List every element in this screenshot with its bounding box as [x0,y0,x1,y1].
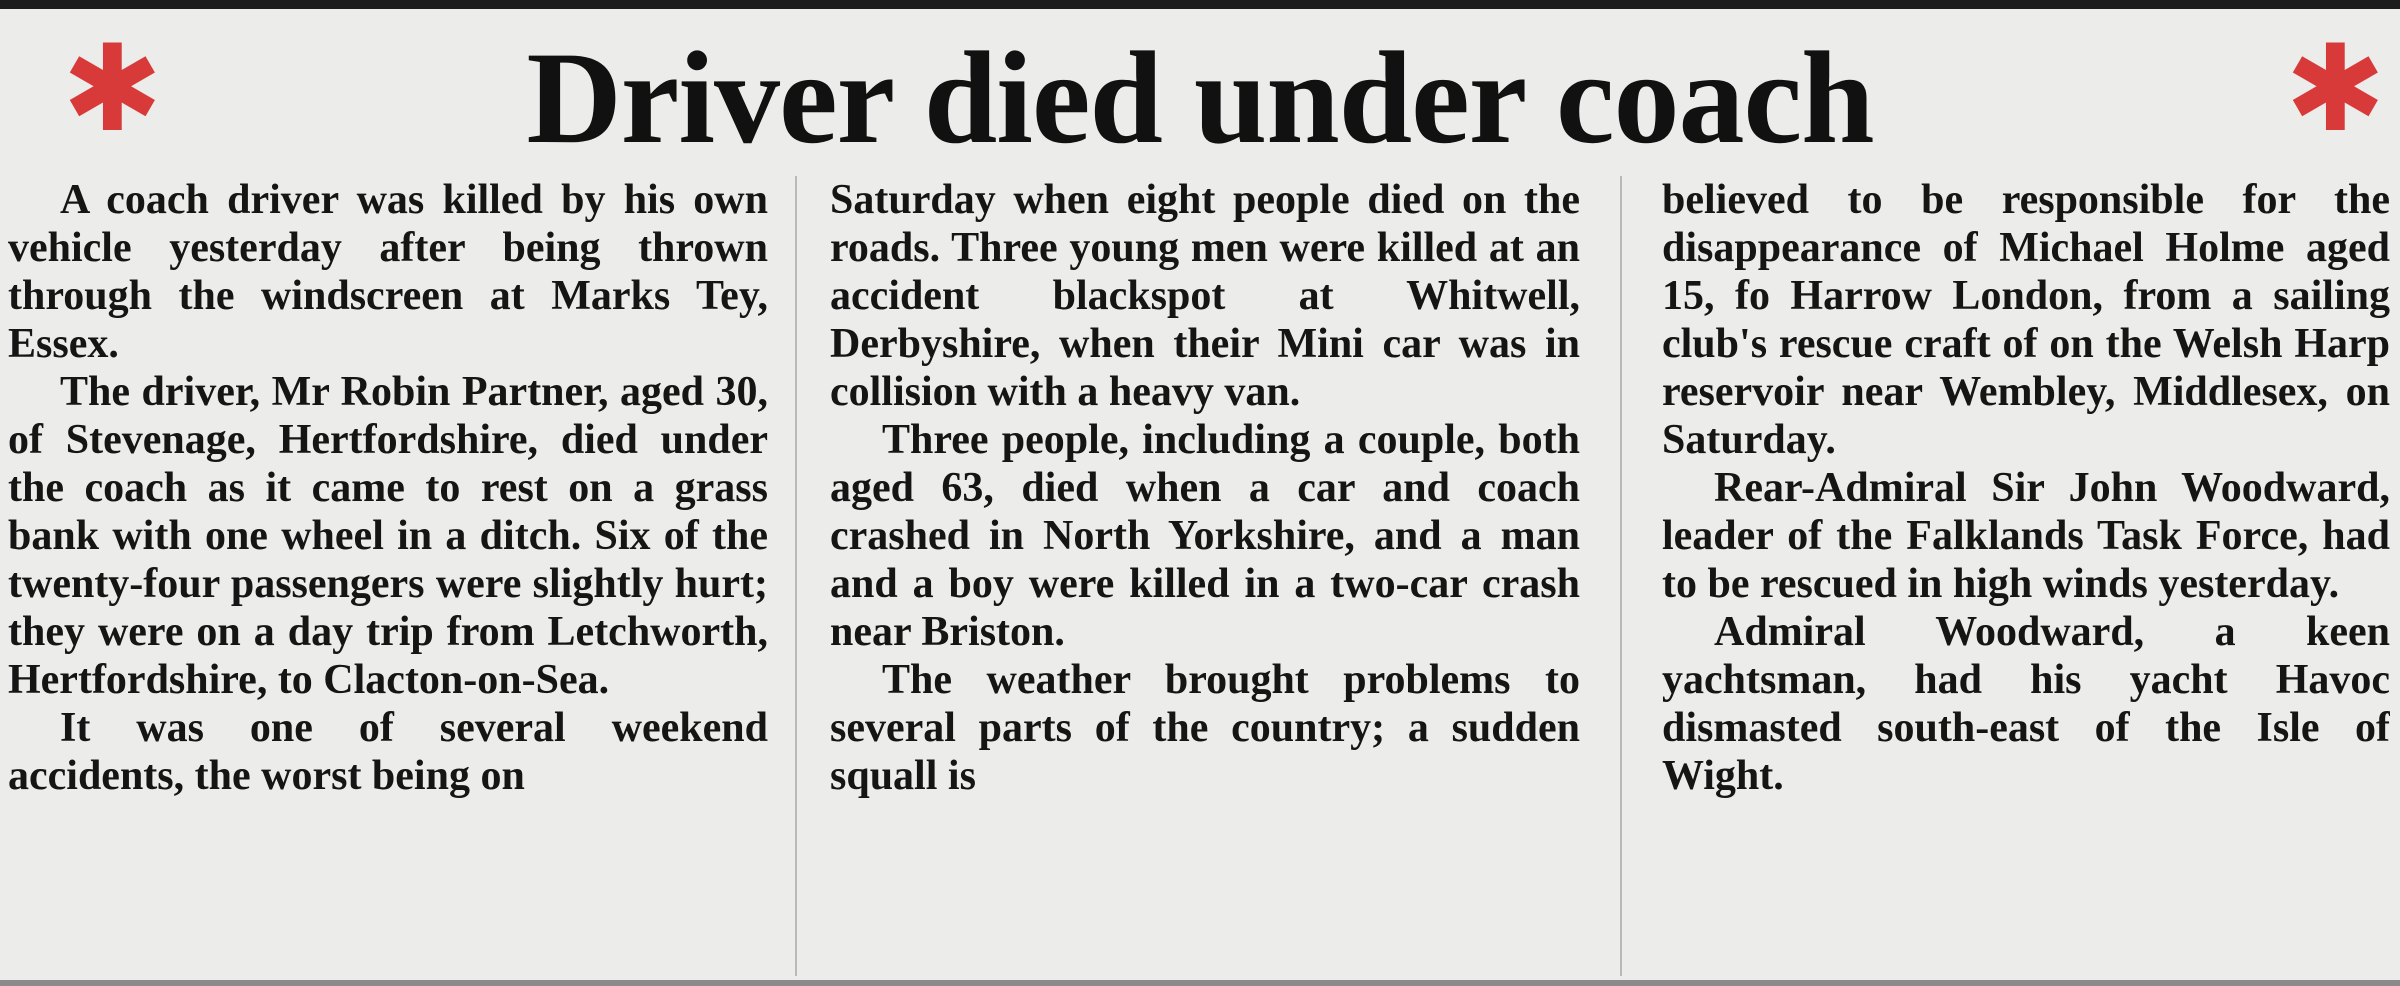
red-asterisk-mark-left: ✱ [62,20,163,159]
headline: Driver died under coach [526,24,1874,171]
article-paragraph: A coach driver was killed by his own vehicle yesterday after being thrown through the windscreen at Marks Tey, Essex. [8,177,768,367]
article-paragraph: Rear-Admiral Sir John Woodward, leader of the Falklands Task Force, had to be rescued in high winds yesterday. [1662,465,2390,607]
article-column-1 [8,176,768,976]
article-paragraph: Three people, including a couple, both aged 63, died when a car and coach crashed in North Yorkshire, and a man and a boy were killed in a two-car crash near Briston. [830,417,1580,655]
article-paragraph: It was one of several weekend accidents, the worst being on [8,705,768,799]
top-rule [0,0,2400,9]
column-divider [795,176,797,976]
column-divider [1620,176,1622,976]
red-asterisk-mark-right: ✱ [2285,20,2386,159]
article-paragraph: The driver, Mr Robin Partner, aged 30, of Stevenage, Hertfordshire, died under the coach as it came to rest on a grass bank with one wheel in a ditch. Six of the twenty-four passengers were slightly hurt; they were on a day trip from Letchworth, Hertfordshire, to Clacton-on-Sea. [8,369,768,703]
article-column-3 [1662,176,2390,976]
article-paragraph: Saturday when eight people died on the roads. Three young men were killed at an accident blackspot at Whitwell, Derbyshire, when their Mini car was in collision with a heavy van. [830,177,1580,415]
article-paragraph: The weather brought problems to several parts of the country; a sudden squall is [830,657,1580,799]
article-paragraph: believed to be responsible for the disappearance of Michael Holme aged 15, fo Harrow London, from a sailing club's rescue craft of on the Welsh Harp reservoir near Wembley, Middlesex, on Saturday. [1662,177,2390,463]
bottom-rule [0,980,2400,986]
article-column-2 [830,176,1580,976]
article-paragraph: Admiral Woodward, a keen yachtsman, had his yacht Havoc dismasted south-east of the Isle of Wight. [1662,609,2390,799]
